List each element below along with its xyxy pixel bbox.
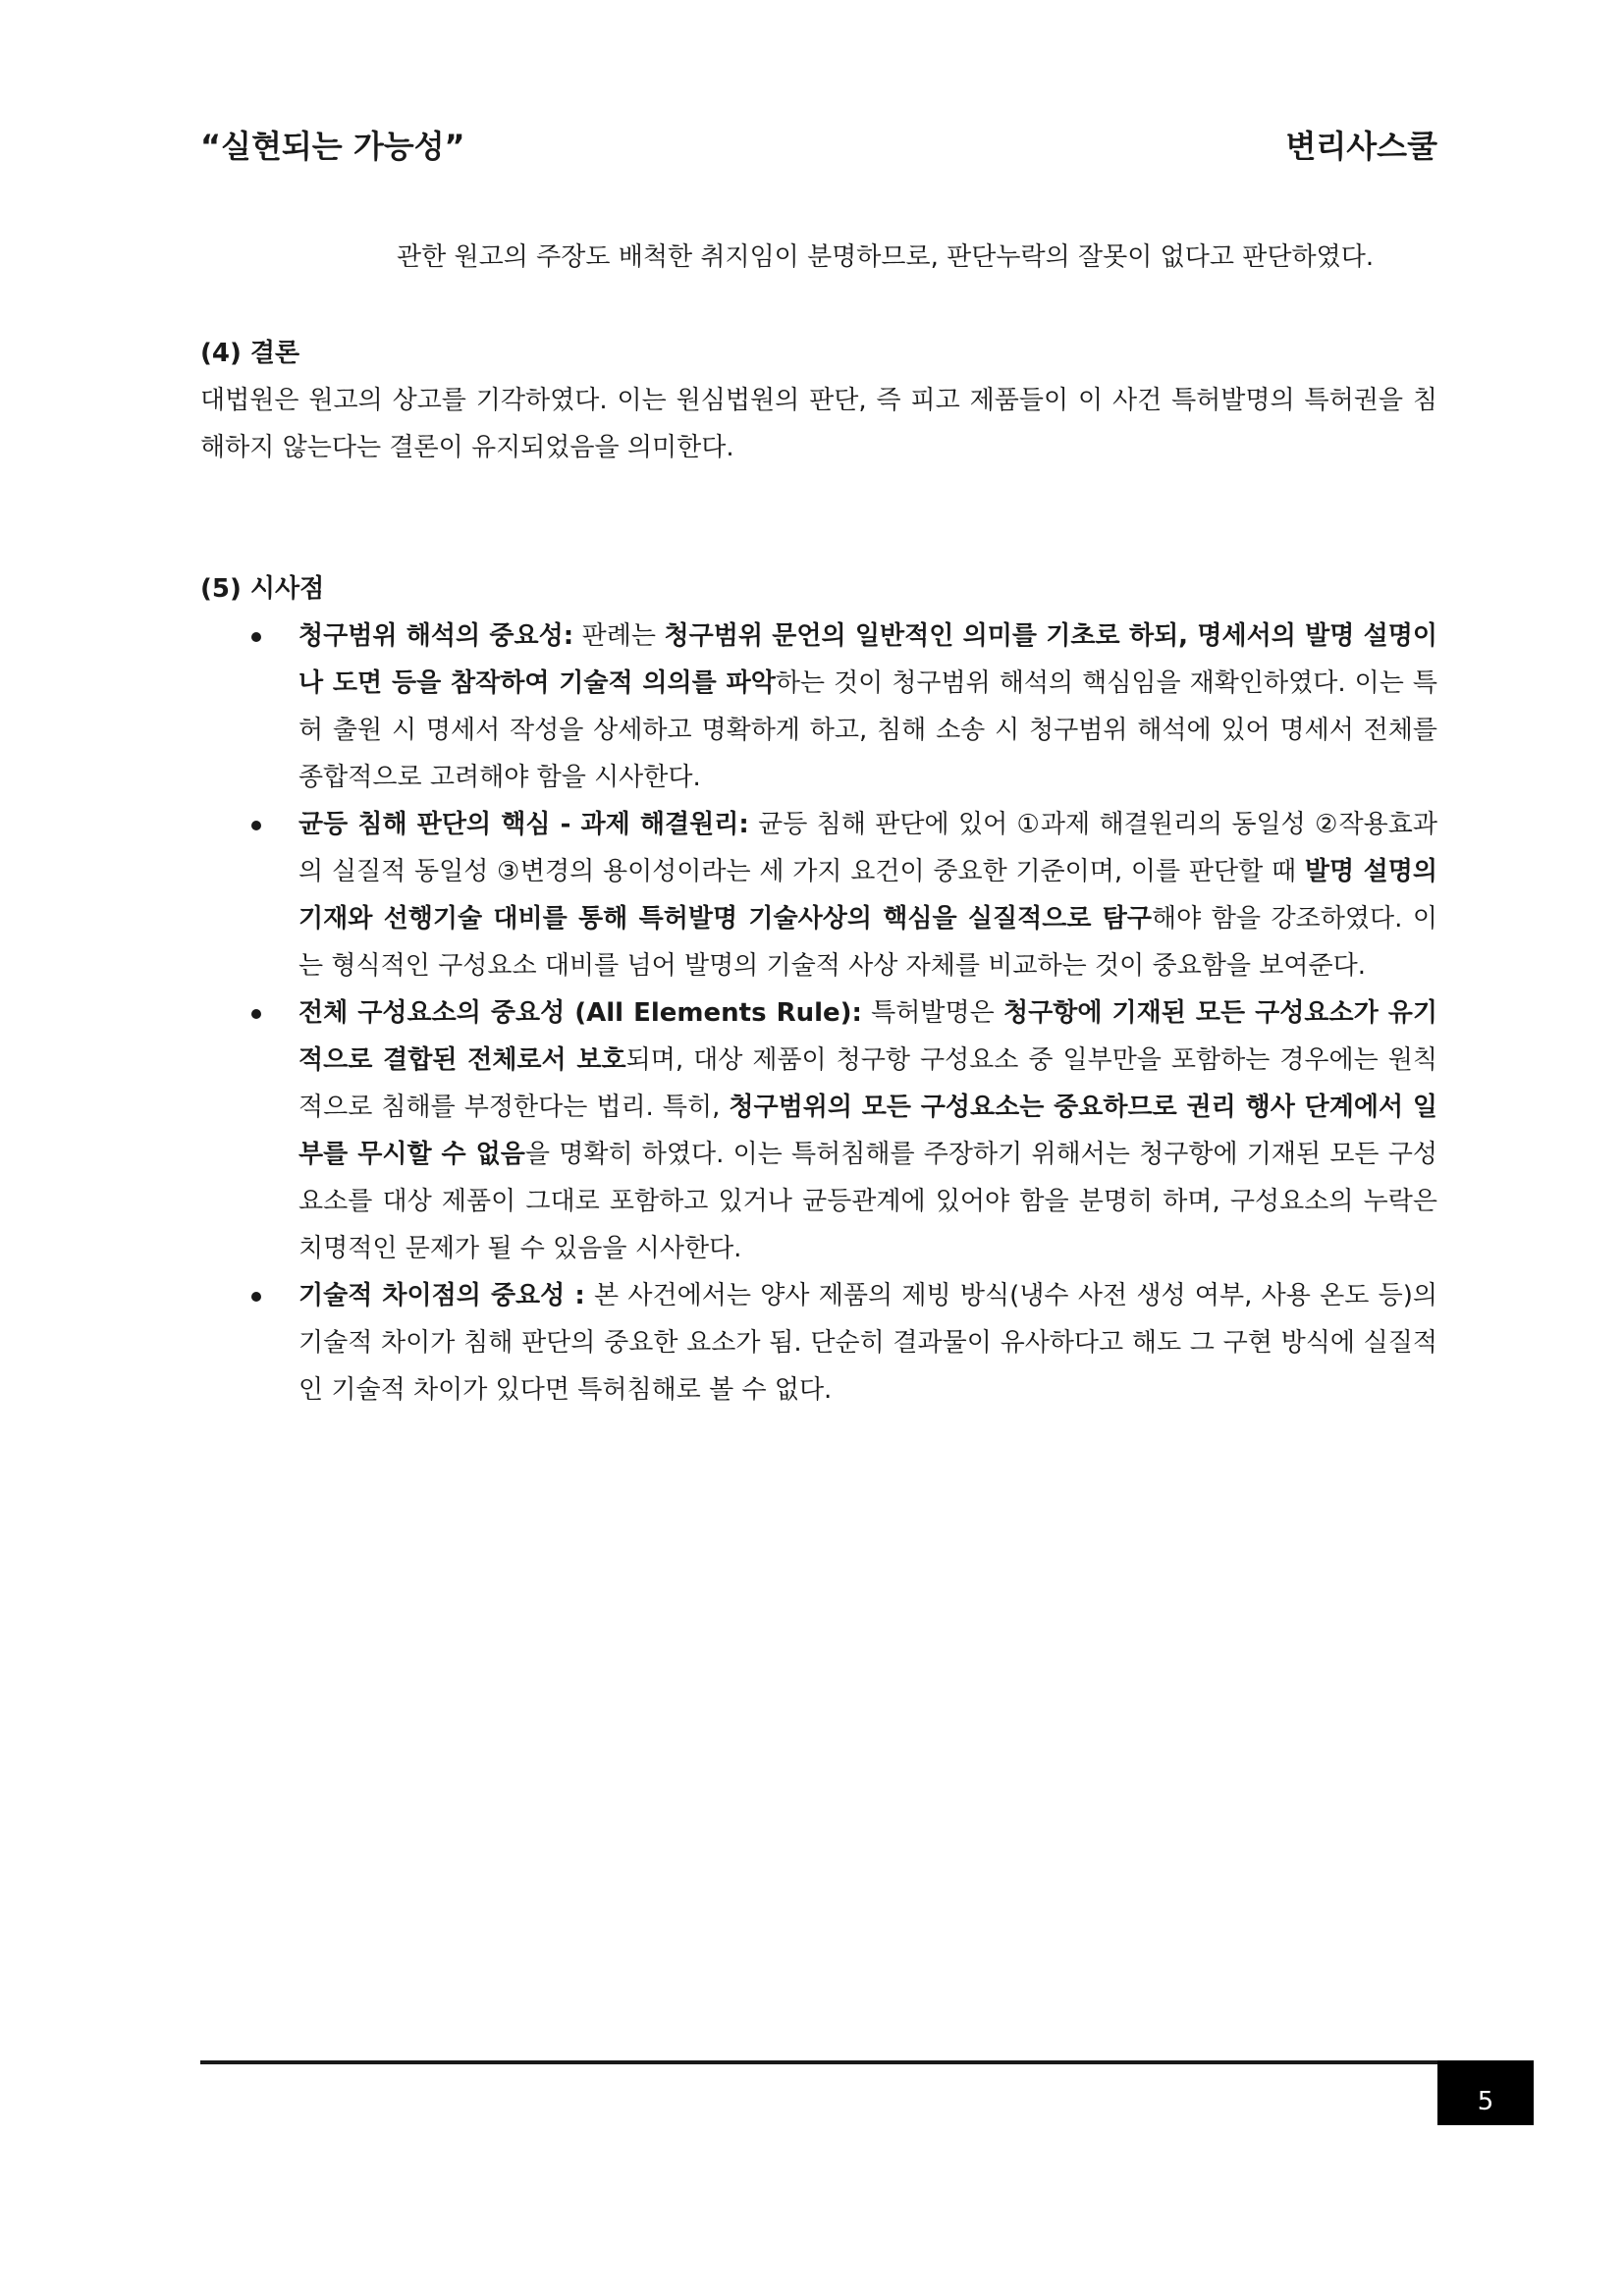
item-text: 을 명확히 하였다. 이는 특허침해를 주장하기 위해서는 청구항에 기재된 모든 구성요소를 대상 제품이 그대로 포함하고 있거나 균등관계에 있어야 함을 분명히 하며, 구성요소의 누락은 치명적인 문제가 될 수 있음을 시사한다. [298,1140,1437,1263]
list-item [200,1272,1437,1414]
item-emphasis: 청구범위 문언의 일반적인 의미를 기초로 하되, 명세서의 발명 설명이나 도면 등을 참작하여 기술적 의의를 파악 [298,621,1437,698]
list-item [200,989,1437,1272]
page-header [200,122,1437,171]
item-heading: 청구범위 해석의 중요성: [298,621,574,651]
publisher-name: 변리사스쿨 [1285,128,1437,165]
section-4-body: 대법원은 원고의 상고를 기각하였다. 이는 원심법원의 판단, 즉 피고 제품들이 이 사건 특허발명의 특허권을 침해하지 않는다는 결론이 유지되었음을 의미한다. [200,386,1437,462]
document-title: “실현되는 가능성” [200,128,465,165]
list-item [200,613,1437,801]
item-emphasis: 발명 설명의 기재와 선행기술 대비를 통해 특허발명 기술사상의 핵심을 실질적으로 탐구 [298,857,1437,934]
implications-list [200,613,1437,1414]
item-text: 본 사건에서는 양사 제품의 제빙 방식(냉수 사전 생성 여부, 사용 온도 등)의 기술적 차이가 침해 판단의 중요한 요소가 됨. 단순히 결과물이 유사하다고 해도 그 구현 방식에 실질적인 기술적 차이가 있다면 특허침해로 볼 수 없다. [298,1281,1438,1405]
item-heading: 기술적 차이점의 중요성 : [298,1281,585,1310]
item-emphasis: 청구항에 기재된 모든 구성요소가 유기적으로 결합된 전체로서 보호 [298,998,1437,1075]
bullet-icon [251,1009,261,1019]
bullet-icon [251,632,261,642]
list-item [200,801,1437,989]
item-heading: 균등 침해 판단의 핵심 - 과제 해결원리: [298,810,749,839]
section-4-title: (4) 결론 [200,339,300,368]
page-number-badge [1437,2060,1534,2125]
item-text: 균등 침해 판단에 있어 ①과제 해결원리의 동일성 ②작용효과의 실질적 동일성 ③변경의 용이성이라는 세 가지 요건이 중요한 기준이며, 이를 판단할 때 [298,810,1437,886]
section-5-title: (5) 시사점 [200,574,325,604]
item-text: 판례는 [573,621,665,651]
bullet-icon [251,1292,261,1302]
intro-paragraph: 관한 원고의 주장도 배척한 취지임이 분명하므로, 판단누락의 잘못이 없다고 판단하였다. [397,242,1375,272]
item-text: 특허발명은 [861,998,1003,1028]
item-text: 하는 것이 청구범위 해석의 핵심임을 재확인하였다. 이는 특허 출원 시 명세서 작성을 상세하고 명확하게 하고, 침해 소송 시 청구범위 해석에 있어 명세서 전체를 종합적으로 고려해야 함을 시사한다. [298,668,1437,792]
item-text: 해야 함을 강조하였다. 이는 형식적인 구성요소 대비를 넘어 발명의 기술적 사상 자체를 비교하는 것이 중요함을 보여준다. [298,904,1437,981]
page-number: 5 [1477,2087,1494,2116]
bullet-icon [251,821,261,830]
item-text: 되며, 대상 제품이 청구항 구성요소 중 일부만을 포함하는 경우에는 원칙적으로 침해를 부정한다는 법리. 특히, [298,1045,1437,1122]
footer-divider [200,2060,1534,2064]
item-emphasis: 청구범위의 모든 구성요소는 중요하므로 권리 행사 단계에서 일부를 무시할 수 없음 [298,1093,1437,1169]
document-body [200,234,1437,1414]
item-heading: 전체 구성요소의 중요성 (All Elements Rule): [298,998,862,1028]
